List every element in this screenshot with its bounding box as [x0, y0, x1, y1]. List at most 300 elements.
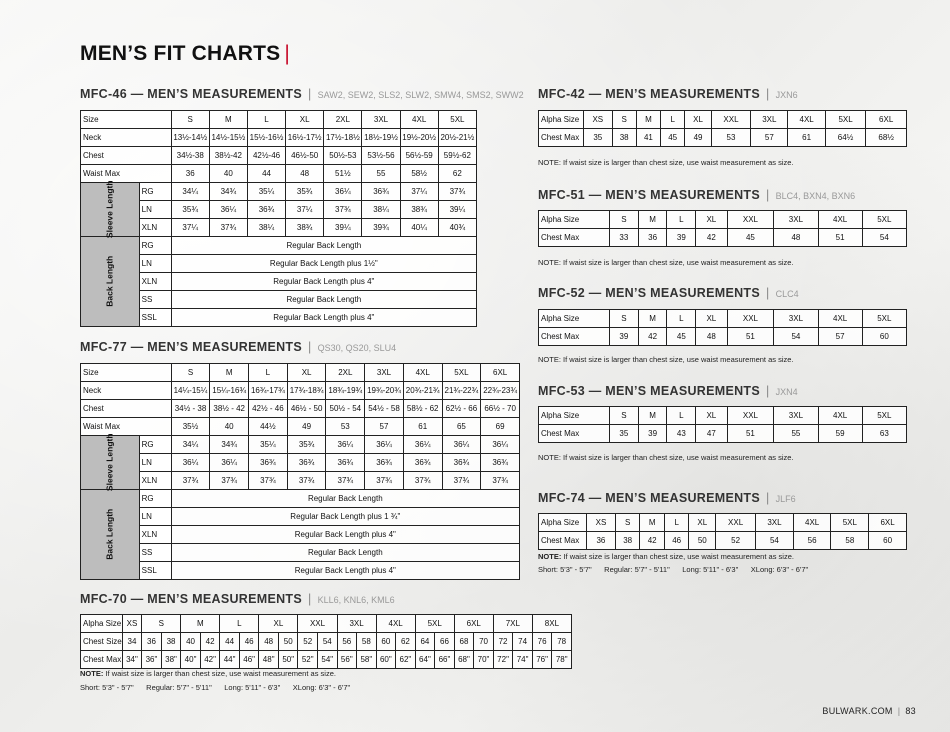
sleeve-row	[81, 219, 477, 237]
table-cell: 16¾-17¾	[249, 382, 288, 400]
table-cell: 36¾	[287, 454, 326, 472]
chest-max-cell: 54	[774, 328, 818, 346]
table-cell: 19½-20½	[400, 129, 438, 147]
back-sub-label: LN	[139, 508, 171, 526]
chest-max-cell: 76"	[532, 651, 552, 669]
table-cell: 54½ - 58	[365, 400, 404, 418]
table-cell: 40	[209, 165, 247, 183]
chest-size-cell: 50	[278, 633, 298, 651]
heading-separator: |	[308, 592, 312, 606]
chest-max-cell: 56"	[337, 651, 357, 669]
alpha-size-cell: 5XL	[862, 211, 906, 229]
back-length-value: Regular Back Length plus 4"	[171, 273, 476, 291]
alpha-size-label: Alpha Size	[539, 211, 610, 229]
chest-max-label: Chest Max	[539, 129, 584, 147]
table-cell: 48	[286, 165, 324, 183]
mfc53-title: MFC-53 — MEN’S MEASUREMENTS	[538, 384, 761, 398]
mfc74-heading	[538, 491, 796, 505]
alpha-size-cell: 4XL	[818, 407, 862, 425]
table-row	[81, 129, 477, 147]
mfc51-table	[538, 210, 907, 247]
alpha-size-label: Alpha Size	[539, 310, 610, 328]
chest-max-cell: 50"	[278, 651, 298, 669]
alpha-size-cell: XS	[122, 615, 142, 633]
chest-size-cell: 38	[161, 633, 181, 651]
sleeve-row	[81, 201, 477, 219]
alpha-size-cell: 6XL	[869, 514, 907, 532]
page-title	[80, 42, 290, 66]
mfc52-heading	[538, 286, 799, 300]
alpha-size-cell: XL	[685, 111, 711, 129]
chest-max-cell: 60"	[376, 651, 396, 669]
chest-max-cell: 62"	[396, 651, 416, 669]
table-cell: 40¾	[438, 219, 476, 237]
table-cell: 58½ - 62	[403, 400, 442, 418]
page-number: 83	[905, 706, 916, 716]
back-sub-label: SS	[139, 291, 171, 309]
alpha-size-cell: 5XL	[862, 407, 906, 425]
chest-max-label: Chest Max	[539, 532, 587, 550]
table-cell: 36¾	[365, 454, 404, 472]
table-cell: 35¼	[247, 183, 285, 201]
mfc77-codes: QS30, QS20, SLU4	[317, 343, 397, 353]
chest-max-cell: 44"	[220, 651, 240, 669]
back-row	[81, 309, 477, 327]
table-cell: 34½ - 38	[171, 400, 210, 418]
table-cell: 34½-38	[171, 147, 209, 165]
chest-max-cell: 42	[640, 532, 665, 550]
size-header-cell: 4XL	[403, 364, 442, 382]
chest-max-cell: 41	[636, 129, 660, 147]
chest-max-cell: 42	[638, 328, 667, 346]
mfc52-table	[538, 309, 907, 346]
alpha-size-cell: 3XL	[337, 615, 376, 633]
chest-max-cell: 64½	[825, 129, 866, 147]
chest-size-cell: 48	[259, 633, 279, 651]
chest-max-cell: 68½	[866, 129, 907, 147]
table-cell: 38½ - 42	[210, 400, 249, 418]
footer-site: BULWARK.COM	[822, 706, 893, 716]
mfc52-codes: CLC4	[775, 289, 799, 299]
alpha-size-cell: 5XL	[862, 310, 906, 328]
table-cell: 13½-14½	[171, 129, 209, 147]
heading-separator: |	[766, 286, 770, 300]
chest-size-label: Chest Size	[81, 633, 123, 651]
mfc42-note: NOTE: If waist size is larger than chest size, use waist measurement as size.	[538, 158, 794, 167]
size-header-cell: 3XL	[362, 111, 400, 129]
back-length-value: Regular Back Length plus 4"	[171, 309, 476, 327]
size-header-cell: M	[209, 111, 247, 129]
alpha-size-cell: 4XL	[818, 211, 862, 229]
chest-max-cell: 72"	[493, 651, 513, 669]
table-cell: 37¼	[286, 201, 324, 219]
chest-max-cell: 61	[788, 129, 825, 147]
table-cell: 44	[247, 165, 285, 183]
table-row	[81, 382, 520, 400]
mfc74-title: MFC-74 — MEN’S MEASUREMENTS	[538, 491, 761, 505]
chest-size-cell: 70	[474, 633, 494, 651]
table-cell: 55	[362, 165, 400, 183]
back-length-value: Regular Back Length	[171, 544, 519, 562]
back-sub-label: SSL	[139, 562, 171, 580]
size-header-cell: 5XL	[438, 111, 476, 129]
table-cell: 20½-21½	[438, 129, 476, 147]
table-cell: 17½-18½	[324, 129, 362, 147]
table-cell: 36¼	[442, 436, 481, 454]
heading-separator: |	[766, 384, 770, 398]
chest-max-cell: 74"	[513, 651, 533, 669]
length-regular: Regular: 5'7" - 5'11"	[146, 683, 212, 692]
chest-max-row	[539, 328, 907, 346]
table-cell: 69	[481, 418, 520, 436]
chest-max-cell: 42"	[200, 651, 220, 669]
alpha-size-row	[539, 310, 907, 328]
table-cell: 37¾	[324, 201, 362, 219]
chest-size-row	[81, 633, 572, 651]
table-cell: 14¼-15¼	[171, 382, 210, 400]
table-cell: 35¾	[171, 201, 209, 219]
back-row	[81, 562, 520, 580]
table-cell: 36¾	[326, 454, 365, 472]
alpha-size-cell: L	[667, 310, 696, 328]
alpha-size-cell: 7XL	[493, 615, 532, 633]
alpha-size-cell: M	[181, 615, 220, 633]
table-cell: 46½-50	[286, 147, 324, 165]
mfc46-codes: SAW2, SEW2, SLS2, SLW2, SMW4, SMS2, SWW2	[317, 90, 524, 100]
chest-max-cell: 39	[638, 425, 667, 443]
table-cell: 53	[326, 418, 365, 436]
table-cell: 21¾-22¾	[442, 382, 481, 400]
mfc77-heading	[80, 340, 396, 354]
table-cell: 44½	[249, 418, 288, 436]
size-header-cell: 5XL	[442, 364, 481, 382]
chest-max-label: Chest Max	[539, 425, 610, 443]
chest-max-cell: 45	[661, 129, 685, 147]
row-label: Neck	[81, 129, 172, 147]
alpha-size-cell: XXL	[727, 310, 774, 328]
table-cell: 36¼	[403, 436, 442, 454]
table-cell: 56½-59	[400, 147, 438, 165]
sleeve-length-group	[81, 180, 140, 239]
row-label: Chest	[81, 147, 172, 165]
mfc70-note	[80, 669, 336, 678]
chest-size-cell: 66	[435, 633, 455, 651]
sleeve-row	[81, 183, 477, 201]
chest-size-cell: 64	[415, 633, 435, 651]
table-cell: 37¾	[171, 472, 210, 490]
chest-max-cell: 46	[664, 532, 689, 550]
chest-max-cell: 64"	[415, 651, 435, 669]
table-cell: 61	[403, 418, 442, 436]
chest-max-cell: 70"	[474, 651, 494, 669]
title-accent-bar: |	[284, 42, 291, 65]
chest-max-cell: 39	[610, 328, 639, 346]
mfc74-table	[538, 513, 907, 550]
table-cell: 34¾	[210, 436, 249, 454]
chest-size-cell: 46	[239, 633, 259, 651]
chest-max-cell: 59	[818, 425, 862, 443]
table-cell: 36¾	[249, 454, 288, 472]
chest-max-cell: 39	[667, 229, 696, 247]
chest-max-cell: 36	[587, 532, 616, 550]
chest-max-row	[539, 532, 907, 550]
mfc70-note-text: If waist size is larger than chest size, use waist measurement as size.	[105, 669, 336, 678]
alpha-size-cell: S	[610, 310, 639, 328]
table-cell: 37¾	[481, 472, 520, 490]
chest-size-cell: 68	[454, 633, 474, 651]
back-length-value: Regular Back Length	[171, 490, 519, 508]
size-header-cell: 2XL	[324, 111, 362, 129]
table-cell: 37¾	[365, 472, 404, 490]
table-cell: 18¾-19¾	[326, 382, 365, 400]
sleeve-length-label: Sleeve Length	[104, 433, 115, 492]
alpha-size-cell: 5XL	[415, 615, 454, 633]
chest-max-cell: 60	[862, 328, 906, 346]
alpha-size-cell: S	[615, 514, 640, 532]
table-cell: 35¾	[286, 183, 324, 201]
table-cell: 40	[210, 418, 249, 436]
sleeve-sub-label: RG	[139, 436, 171, 454]
alpha-size-cell: M	[640, 514, 665, 532]
alpha-size-cell: S	[610, 407, 639, 425]
alpha-size-cell: 3XL	[774, 407, 818, 425]
alpha-size-cell: XXL	[727, 407, 774, 425]
back-sub-label: SSL	[139, 309, 171, 327]
table-cell: 50½ - 54	[326, 400, 365, 418]
alpha-size-row	[539, 111, 907, 129]
table-cell: 36¼	[324, 183, 362, 201]
chest-max-cell: 57	[751, 129, 788, 147]
sleeve-row	[81, 436, 520, 454]
sleeve-sub-label: RG	[139, 183, 171, 201]
alpha-size-cell: M	[638, 211, 667, 229]
alpha-size-cell: XL	[696, 310, 727, 328]
header-row	[81, 111, 477, 129]
size-header-cell: S	[171, 364, 210, 382]
table-cell: 62	[438, 165, 476, 183]
table-cell: 36¼	[365, 436, 404, 454]
chest-max-cell: 38	[615, 532, 640, 550]
table-row	[81, 418, 520, 436]
mfc46-heading	[80, 87, 524, 101]
mfc74-codes: JLF6	[775, 494, 796, 504]
chest-size-cell: 42	[200, 633, 220, 651]
chest-max-label: Chest Max	[539, 328, 610, 346]
table-cell: 36	[171, 165, 209, 183]
size-header-cell: M	[210, 364, 249, 382]
table-cell: 36¼	[171, 454, 210, 472]
chest-max-cell: 48	[696, 328, 727, 346]
alpha-size-cell: M	[638, 407, 667, 425]
mfc42-title: MFC-42 — MEN’S MEASUREMENTS	[538, 87, 761, 101]
table-cell: 38¼	[362, 201, 400, 219]
table-cell: 53½-56	[362, 147, 400, 165]
chest-max-cell: 38"	[161, 651, 181, 669]
length-xlong: XLong: 6'3" - 6'7"	[292, 683, 351, 692]
alpha-size-cell: L	[667, 211, 696, 229]
chest-max-cell: 49	[685, 129, 711, 147]
mfc53-heading	[538, 384, 798, 398]
sleeve-length-label: Sleeve Length	[104, 180, 115, 239]
alpha-size-cell: XS	[587, 514, 616, 532]
alpha-size-cell: S	[612, 111, 636, 129]
alpha-size-cell: XL	[689, 514, 716, 532]
mfc70-heading	[80, 592, 395, 606]
size-header: Size	[81, 364, 172, 382]
mfc70-title: MFC-70 — MEN’S MEASUREMENTS	[80, 592, 303, 606]
size-header: Size	[81, 111, 172, 129]
length-long: Long: 5'11" - 6'3"	[224, 683, 281, 692]
table-cell: 42½ - 46	[249, 400, 288, 418]
mfc74-lengths	[538, 565, 808, 574]
back-length-value: Regular Back Length plus 1½"	[171, 255, 476, 273]
row-label: Waist Max	[81, 418, 172, 436]
chest-size-cell: 60	[376, 633, 396, 651]
table-cell: 39¼	[324, 219, 362, 237]
chest-max-cell: 58"	[357, 651, 377, 669]
alpha-size-row	[539, 514, 907, 532]
back-length-value: Regular Back Length	[171, 291, 476, 309]
chest-max-row	[539, 425, 907, 443]
alpha-size-cell: XXL	[716, 514, 756, 532]
table-cell: 38¾	[286, 219, 324, 237]
table-cell: 65	[442, 418, 481, 436]
heading-separator: |	[766, 87, 770, 101]
chest-max-cell: 57	[818, 328, 862, 346]
chest-max-cell: 58	[831, 532, 869, 550]
table-cell: 38½-42	[209, 147, 247, 165]
table-cell: 19¾-20¾	[365, 382, 404, 400]
chest-max-cell: 51	[818, 229, 862, 247]
back-sub-label: RG	[139, 237, 171, 255]
table-cell: 37¼	[400, 183, 438, 201]
chest-size-cell: 62	[396, 633, 416, 651]
alpha-size-cell: M	[636, 111, 660, 129]
chest-max-row	[539, 229, 907, 247]
alpha-size-row	[539, 407, 907, 425]
alpha-size-row	[539, 211, 907, 229]
table-cell: 35¾	[287, 436, 326, 454]
mfc46-title: MFC-46 — MEN’S MEASUREMENTS	[80, 87, 303, 101]
heading-separator: |	[308, 340, 312, 354]
mfc51-heading	[538, 188, 855, 202]
back-sub-label: XLN	[139, 273, 171, 291]
alpha-size-cell: L	[664, 514, 689, 532]
alpha-size-cell: 6XL	[454, 615, 493, 633]
alpha-size-cell: M	[638, 310, 667, 328]
alpha-size-row	[81, 615, 572, 633]
alpha-size-cell: XXL	[727, 211, 774, 229]
back-row	[81, 508, 520, 526]
chest-max-label: Chest Max	[81, 651, 123, 669]
table-cell: 36¾	[247, 201, 285, 219]
back-length-value: Regular Back Length plus 4"	[171, 526, 519, 544]
chest-max-cell: 55	[774, 425, 818, 443]
alpha-size-cell: L	[661, 111, 685, 129]
chest-max-cell: 46"	[239, 651, 259, 669]
size-header-cell: 3XL	[365, 364, 404, 382]
chest-size-cell: 74	[513, 633, 533, 651]
table-cell: 14½-15½	[209, 129, 247, 147]
mfc42-codes: JXN6	[775, 90, 798, 100]
alpha-size-cell: 6XL	[866, 111, 907, 129]
sleeve-sub-label: XLN	[139, 472, 171, 490]
table-cell: 59½-62	[438, 147, 476, 165]
table-cell: 36¼	[210, 454, 249, 472]
alpha-size-label: Alpha Size	[539, 111, 584, 129]
size-header-cell: L	[249, 364, 288, 382]
chest-max-cell: 53	[711, 129, 750, 147]
table-cell: 51½	[324, 165, 362, 183]
back-row	[81, 291, 477, 309]
chest-max-cell: 52	[716, 532, 756, 550]
table-cell: 36¾	[362, 183, 400, 201]
table-cell: 37¾	[403, 472, 442, 490]
table-cell: 36¼	[209, 201, 247, 219]
sleeve-sub-label: XLN	[139, 219, 171, 237]
mfc77-title: MFC-77 — MEN’S MEASUREMENTS	[80, 340, 303, 354]
header-row	[81, 364, 520, 382]
table-cell: 66½ - 70	[481, 400, 520, 418]
table-cell: 36¼	[481, 436, 520, 454]
chest-max-cell: 66"	[435, 651, 455, 669]
alpha-size-cell: XXL	[711, 111, 750, 129]
chest-max-cell: 68"	[454, 651, 474, 669]
mfc70-lengths	[80, 683, 350, 692]
alpha-size-cell: XXL	[298, 615, 337, 633]
chest-max-cell: 45	[667, 328, 696, 346]
mfc52-note: NOTE: If waist size is larger than chest size, use waist measurement as size.	[538, 355, 794, 364]
back-length-value: Regular Back Length plus 4"	[171, 562, 519, 580]
mfc53-table	[538, 406, 907, 443]
table-cell: 36¾	[442, 454, 481, 472]
alpha-size-cell: 4XL	[788, 111, 825, 129]
alpha-size-label: Alpha Size	[81, 615, 123, 633]
chest-size-cell: 52	[298, 633, 318, 651]
table-cell: 37¾	[287, 472, 326, 490]
chest-max-cell: 36"	[142, 651, 162, 669]
back-length-group	[81, 490, 140, 580]
mfc53-note: NOTE: If waist size is larger than chest size, use waist measurement as size.	[538, 453, 794, 462]
table-cell: 37¾	[210, 472, 249, 490]
alpha-size-cell: 3XL	[774, 211, 818, 229]
back-length-group	[81, 237, 140, 327]
back-sub-label: XLN	[139, 526, 171, 544]
chest-max-cell: 60	[869, 532, 907, 550]
chest-size-cell: 78	[552, 633, 572, 651]
table-cell: 50½-53	[324, 147, 362, 165]
chest-max-cell: 43	[667, 425, 696, 443]
chest-max-cell: 51	[727, 328, 774, 346]
table-cell: 18½-19½	[362, 129, 400, 147]
table-cell: 42½-46	[247, 147, 285, 165]
length-short: Short: 5'3" - 5'7"	[80, 683, 134, 692]
chest-max-cell: 38	[612, 129, 636, 147]
alpha-size-cell: L	[667, 407, 696, 425]
heading-separator: |	[308, 87, 312, 101]
chest-size-cell: 34	[122, 633, 142, 651]
alpha-size-cell: 3XL	[751, 111, 788, 129]
chest-max-cell: 54	[862, 229, 906, 247]
mfc42-table	[538, 110, 907, 147]
mfc74-note-text: If waist size is larger than chest size, use waist measurement as size.	[563, 552, 794, 561]
back-row	[81, 526, 520, 544]
alpha-size-cell: 4XL	[818, 310, 862, 328]
table-cell: 58½	[400, 165, 438, 183]
alpha-size-cell: 4XL	[376, 615, 415, 633]
back-sub-label: RG	[139, 490, 171, 508]
row-label: Neck	[81, 382, 172, 400]
